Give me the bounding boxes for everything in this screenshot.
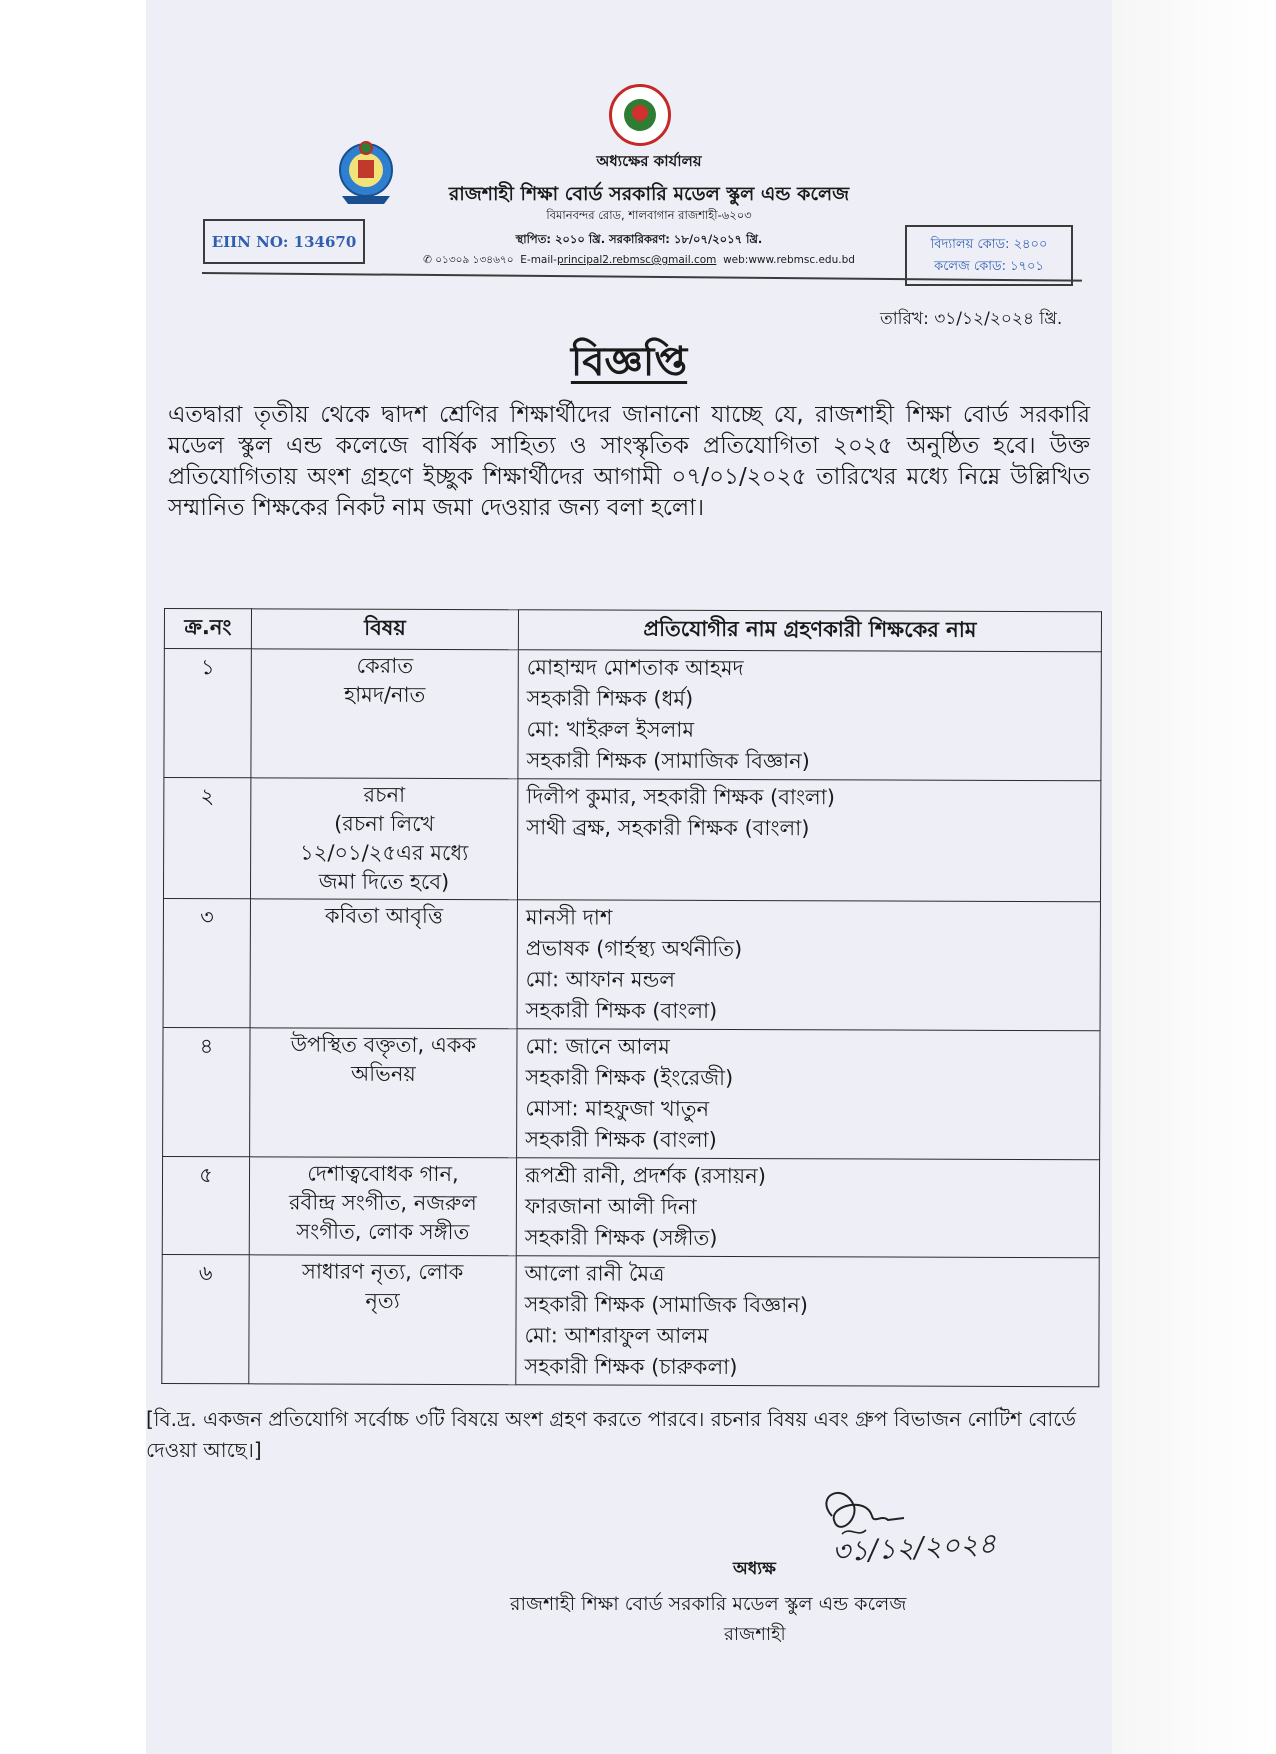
teacher-line: মোসা: মাহফুজা খাতুন (525, 1096, 710, 1121)
teacher-line: মো: খাইরুল ইসলাম (526, 717, 695, 742)
subject-line: জমা দিতে হবে) (318, 869, 450, 894)
serial-cell: ১ (164, 649, 251, 778)
teacher-line: সহকারী শিক্ষক (সামাজিক বিজ্ঞান) (526, 748, 810, 774)
college-code: কলেজ কোড: ১৭০১ (934, 258, 1044, 274)
subject-line: রবীন্দ্র সংগীত, নজরুল (288, 1190, 477, 1216)
serial-cell: ৬ (162, 1254, 249, 1383)
table-row (164, 649, 1101, 781)
subject-line: সংগীত, লোক সঙ্গীত (296, 1219, 470, 1245)
teacher-line: ফারজানা আলী দিনা (524, 1194, 697, 1219)
establishment-info: স্থাপিত: ২০১০ খ্রি. সরকারিকরণ: ১৮/০৭/২০১৭ খ্রি. (515, 232, 763, 246)
serial-cell: ২ (163, 778, 250, 899)
school-name: রাজশাহী শিক্ষা বোর্ড সরকারি মডেল স্কুল এন্ড কলেজ (448, 183, 850, 205)
serial-cell: ৩ (163, 899, 250, 1028)
teacher-line: প্রভাষক (গার্হস্থ্য অর্থনীতি) (525, 936, 743, 962)
subject-line: অভিনয় (350, 1061, 416, 1086)
table-row (163, 899, 1100, 1031)
teacher-cell (516, 1158, 1099, 1258)
teacher-line: সহকারী শিক্ষক (চারুকলা) (524, 1354, 738, 1380)
subject-cell (250, 1028, 517, 1158)
subject-cell (250, 778, 517, 900)
scan-margin (1112, 0, 1276, 1754)
teacher-cell (518, 650, 1101, 781)
signatory-school: রাজশাহী শিক্ষা বোর্ড সরকারি মডেল স্কুল এন্ড কলেজ (510, 1593, 907, 1615)
teacher-line: সহকারী শিক্ষক (ধর্ম) (526, 686, 694, 711)
notice-paper (146, 0, 1112, 1754)
teacher-line: মো: আশরাফুল আলম (524, 1323, 709, 1348)
subject-cell (251, 649, 518, 779)
subject-cell (249, 1157, 516, 1256)
subject-line: সাধারণ নৃত্য, লোক (301, 1259, 464, 1285)
teacher-line: দিলীপ কুমার, সহকারী শিক্ষক (বাংলা) (526, 784, 836, 810)
teacher-line: সহকারী শিক্ষক (বাংলা) (525, 1127, 717, 1152)
table-row (163, 778, 1100, 902)
subject-cell (249, 1255, 516, 1385)
table-body (162, 649, 1102, 1387)
phone-number: ✆ ০১৩০৯ ১৩৪৬৭০ (423, 254, 514, 266)
teacher-cell (517, 900, 1100, 1031)
subject-cell (250, 899, 517, 1029)
table-row (163, 1027, 1100, 1159)
email-address: principal2.rebmsc@gmail.com (556, 254, 717, 266)
subject-line: দেশাত্ববোধক গান, (307, 1161, 459, 1187)
note-text: [বি.দ্র. একজন প্রতিযোগি সর্বোচ্চ ৩টি বিষয়ে অংশ গ্রহণ করতে পারবে। রচনার বিষয় এবং গ্রুপ বিভাজন নোটিশ বোর্ডে দেওয়া আছে।] (146, 1407, 1076, 1462)
table-row (162, 1156, 1099, 1257)
teacher-line: রূপশ্রী রানী, প্রদর্শক (রসায়ন) (524, 1163, 766, 1189)
subject-line: রচনা (363, 782, 406, 807)
teacher-cell (517, 779, 1100, 902)
signatory-title: অধ্যক্ষ (733, 1559, 776, 1579)
notice-date: তারিখ: ৩১/১২/২০২৪ খ্রি. (880, 309, 1063, 329)
subject-line: কবিতা আবৃত্তি (324, 903, 444, 928)
teacher-line: মো: জানে আলম (525, 1034, 670, 1059)
teacher-line: সহকারী শিক্ষক (সামাজিক বিজ্ঞান) (524, 1292, 809, 1318)
serial-cell: ৪ (163, 1027, 250, 1156)
subject-line: নৃত্য (365, 1288, 400, 1313)
table-header-row (164, 609, 1101, 652)
header-subject: বিষয় (251, 609, 518, 650)
teacher-cell (516, 1256, 1099, 1387)
email-prefix: E-mail- (520, 254, 557, 266)
subject-line: কেরাত (356, 653, 414, 678)
handwritten-date: ৩১/১২/২০২৪ (831, 1526, 998, 1569)
school-address: বিমানবন্দর রোড, শালবাগান রাজশাহী-৬২০৩ (546, 208, 752, 222)
teacher-line: মোহাম্মদ মোশতাক আহমদ (526, 655, 744, 681)
notice-body: এতদ্বারা তৃতীয় থেকে দ্বাদশ শ্রেণির শিক্ষার্থীদের জানানো যাচ্ছে যে, রাজশাহী শিক্ষা বোর্ড সরকারি মডেল স্কুল এন্ড কলেজে বার্ষিক সাহিত্য ও সাংস্কৃতিক প্রতিযোগিতা ২০২৫ অনুষ্ঠিত হবে। উক্ত প্রতিযোগিতায় অংশ গ্রহণে ইচ্ছুক শিক্ষার্থীদের আগামী ০৭/০১/২০২৫ তারিখের মধ্যে নিম্নে উল্লিখিত সম্মানিত শিক্ষকের নিকট নাম জমা দেওয়ার জন্য বলা হলো। (168, 402, 1090, 521)
header-serial: ক্র.নং (164, 609, 251, 649)
bangladesh-govt-seal-icon (609, 84, 671, 146)
eiin-box: EIIN NO: 134670 (203, 219, 365, 264)
teacher-line: সহকারী শিক্ষক (বাংলা) (525, 998, 718, 1023)
teacher-line: সহকারী শিক্ষক (সঙ্গীত) (524, 1225, 718, 1250)
teacher-line: সহকারী শিক্ষক (ইংরেজী) (525, 1065, 734, 1090)
subject-line: (রচনা লিখে (334, 811, 435, 836)
subject-line: উপস্থিত বক্তৃতা, একক (290, 1032, 477, 1058)
teacher-line: মো: আফান মন্ডল (525, 967, 675, 992)
website: web:www.rebmsc.edu.bd (723, 254, 855, 266)
serial-cell: ৫ (162, 1156, 249, 1254)
subject-line: ১২/০১/২৫এর মধ্যে (300, 840, 469, 866)
office-title: অধ্যক্ষের কার্যালয় (596, 152, 702, 170)
header-teacher: প্রতিযোগীর নাম গ্রহণকারী শিক্ষকের নাম (518, 610, 1101, 652)
table-row (162, 1254, 1099, 1386)
subject-line: হামদ/নাত (344, 682, 426, 707)
school-code: বিদ্যালয় কোড: ২৪০০ (930, 236, 1048, 252)
institution-codes-box (905, 225, 1073, 286)
signatory-city: রাজশাহী (724, 1624, 786, 1645)
teacher-cell (517, 1029, 1100, 1160)
teacher-line: সাথী ব্রক্ষ, সহকারী শিক্ষক (বাংলা) (526, 815, 810, 841)
notice-title: বিজ্ঞপ্তি (570, 339, 688, 385)
competition-table (161, 608, 1102, 1387)
teacher-line: মানসী দাশ (525, 905, 613, 930)
teacher-line: আলো রানী মৈত্র (524, 1261, 665, 1286)
